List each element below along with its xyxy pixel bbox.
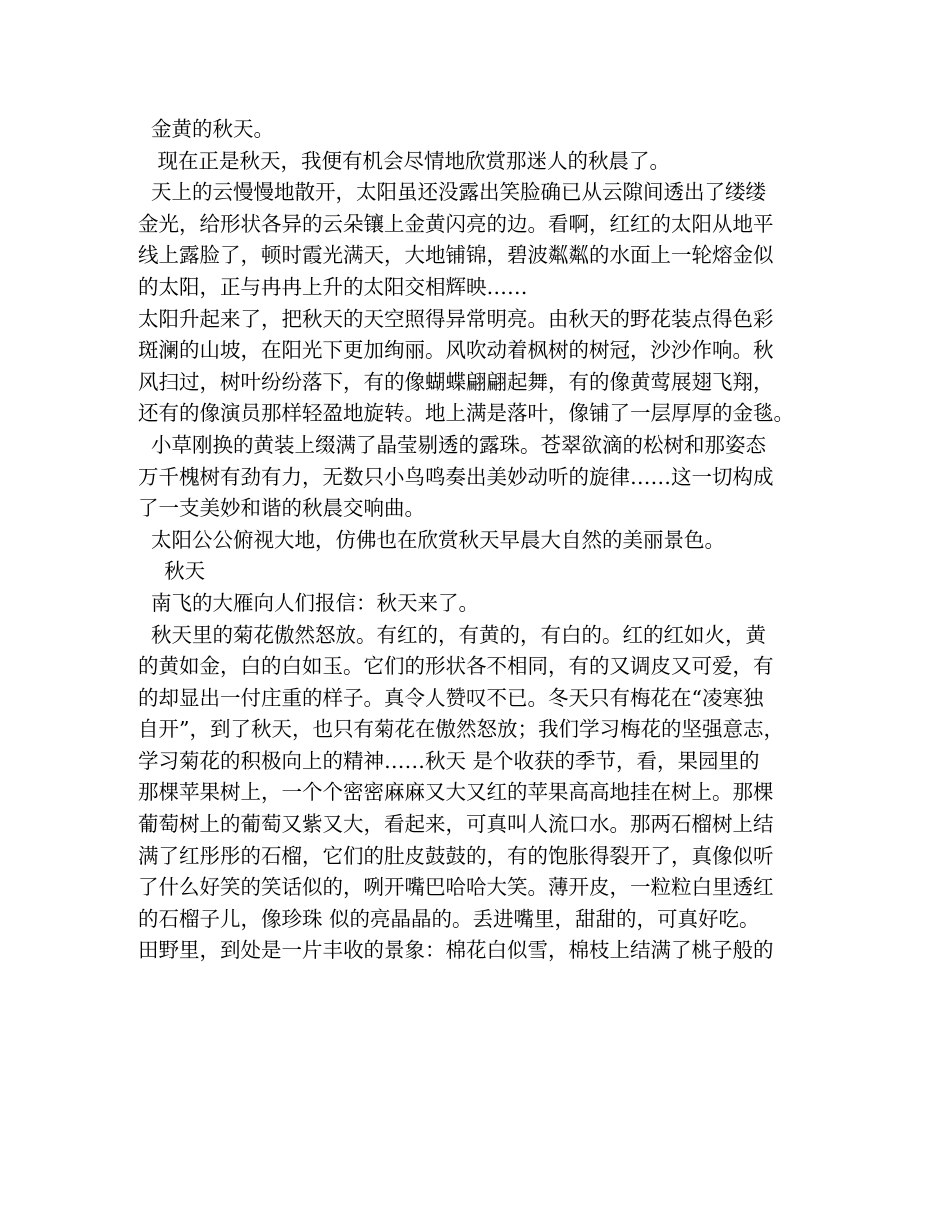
text-line: 小草刚换的黄装上缀满了晶莹剔透的露珠。苍翠欲滴的松树和那姿态	[138, 432, 767, 457]
text-line: 线上露脸了，顿时霞光满天，大地铺锦，碧波粼粼的水面上一轮熔金似	[138, 243, 774, 268]
text-line: 的太阳，正与冉冉上升的太阳交相辉映……	[138, 274, 528, 299]
text-line: 的却显出一付庄重的样子。真令人赞叹不已。冬天只有梅花在“凌寒独	[138, 685, 764, 710]
text-line: 太阳升起来了，把秋天的天空照得异常明亮。由秋天的野花装点得色彩	[138, 306, 774, 331]
text-line: 满了红彤彤的石榴，它们的肚皮鼓鼓的，有的饱胀得裂开了，真像似听	[138, 843, 774, 868]
essay-body	[138, 114, 838, 967]
text-line: 万千槐树有劲有力，无数只小鸟鸣奏出美妙动听的旋律……这一切构成	[138, 464, 774, 489]
text-line: 秋天里的菊花傲然怒放。有红的，有黄的，有白的。红的红如火，黄	[138, 622, 767, 647]
text-line: 的黄如金，白的白如玉。它们的形状各不相同，有的又调皮又可爱，有	[138, 654, 774, 679]
text-line: 天上的云慢慢地散开，太阳虽还没露出笑脸确已从云隙间透出了缕缕	[138, 180, 767, 205]
text-line: 了什么好笑的笑话似的，咧开嘴巴哈哈大笑。薄开皮，一粒粒白里透红	[138, 875, 774, 900]
text-line: 葡萄树上的葡萄又紫又大，看起来，可真叫人流口水。那两石榴树上结	[138, 812, 774, 837]
text-line: 南飞的大雁向人们报信：秋天来了。	[138, 590, 480, 615]
text-line: 太阳公公俯视大地，仿佛也在欣赏秋天早晨大自然的美丽景色。	[138, 527, 726, 552]
text-line: 斑澜的山坡，在阳光下更加绚丽。风吹动着枫树的树冠，沙沙作响。秋	[138, 338, 774, 363]
text-line: 田野里，到处是一片丰收的景象：棉花白似雪，棉枝上结满了桃子般的	[138, 938, 774, 963]
text-line: 现在正是秋天，我便有机会尽情地欣赏那迷人的秋晨了。	[138, 148, 671, 173]
text-line: 还有的像演员那样轻盈地旋转。地上满是落叶，像铺了一层厚厚的金毯。	[138, 401, 794, 426]
section-heading: 秋天	[138, 559, 206, 584]
text-line: 的石榴子儿，像珍珠 似的亮晶晶的。丢进嘴里，甜甜的，可真好吃。	[138, 906, 760, 931]
text-line: 风扫过，树叶纷纷落下，有的像蝴蝶翩翩起舞，有的像黄莺展翅飞翔，	[138, 369, 774, 394]
text-line: 金光，给形状各异的云朵镶上金黄闪亮的边。看啊，红红的太阳从地平	[138, 211, 774, 236]
text-line: 那棵苹果树上，一个个密密麻麻又大又红的苹果高高地挂在树上。那棵	[138, 780, 774, 805]
text-line: 金黄的秋天。	[138, 117, 275, 141]
text-line: 学习菊花的积极向上的精神……秋天 是个收获的季节，看，果园里的	[138, 748, 760, 773]
text-line: 自开”，到了秋天，也只有菊花在傲然怒放；我们学习梅花的坚强意志，	[138, 717, 784, 742]
text-line: 了一支美妙和谐的秋晨交响曲。	[138, 496, 425, 521]
